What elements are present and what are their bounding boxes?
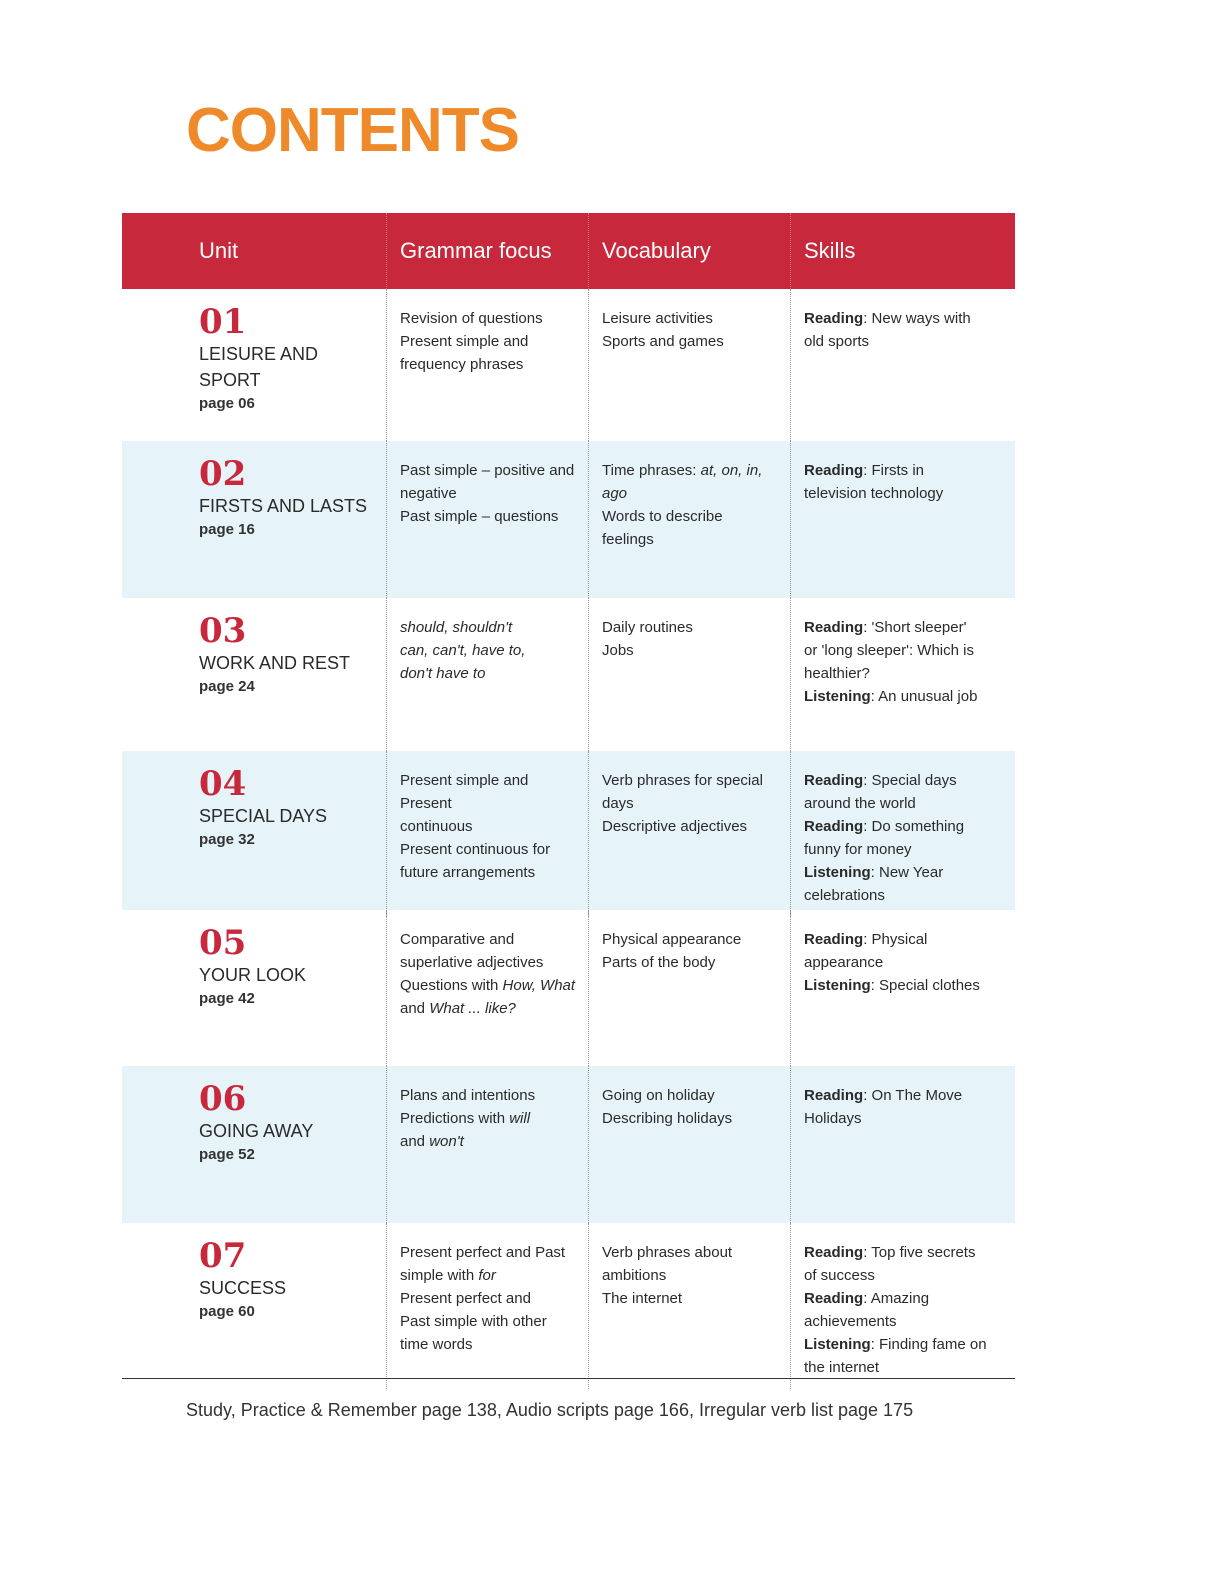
skills-line: Reading: Physical [804,931,928,948]
header-vocabulary: Vocabulary [589,213,791,289]
skills-line: appearance [804,954,884,971]
vocab-line: Parts of the body [602,954,716,971]
grammar-line: superlative adjectives [400,954,544,971]
unit-row [122,1223,1015,1380]
grammar-cell [387,289,589,441]
unit-page-link: page 52 [199,1146,255,1163]
skill-type-label: Reading [804,818,864,835]
grammar-line: Present simple and Present [400,772,529,812]
skill-type-label: Listening [804,688,871,705]
header-grammar-focus: Grammar focus [387,213,589,289]
unit-cell [122,598,387,751]
header-unit: Unit [122,213,387,289]
unit-page-link: page 42 [199,990,255,1007]
vocab-line: Descriptive adjectives [602,818,748,835]
grammar-line: future arrangements [400,864,536,881]
grammar-line: and What ... like? [400,1000,516,1017]
skills-cell [791,1223,1015,1389]
skills-line: Reading: Do something [804,818,965,835]
page-title: CONTENTS [186,96,519,165]
skills-line: healthier? [804,665,870,682]
skills-line: Listening: Special clothes [804,977,980,994]
grammar-line: frequency phrases [400,356,524,373]
unit-number: 07 [199,1236,247,1276]
skill-type-label: Reading [804,772,864,789]
unit-row [122,441,1015,598]
skill-type-label: Reading [804,462,864,479]
grammar-line: Past simple – positive and [400,462,575,479]
grammar-line: Past simple with other [400,1313,547,1330]
skills-cell [791,910,1015,1066]
grammar-cell [387,751,589,917]
unit-cell [122,1066,387,1223]
unit-row [122,751,1015,910]
grammar-line: Comparative and [400,931,515,948]
table-body [122,289,1015,1380]
unit-cell [122,910,387,1066]
skills-cell [791,751,1015,917]
grammar-line: Present simple and [400,333,529,350]
grammar-line: Plans and intentions [400,1087,536,1104]
unit-row [122,910,1015,1066]
unit-row [122,1066,1015,1223]
skills-line: old sports [804,333,870,350]
grammar-line: continuous [400,818,473,835]
grammar-line: and won't [400,1133,464,1150]
skills-line: Listening: An unusual job [804,688,978,705]
table-header [122,213,1015,289]
unit-name: WORK AND REST [199,653,351,673]
grammar-cell [387,1066,589,1223]
skill-type-label: Listening [804,977,871,994]
unit-name: SUCCESS [199,1278,287,1298]
grammar-line: don't have to [400,665,486,682]
unit-page-link: page 06 [199,395,255,412]
grammar-line: negative [400,485,457,502]
grammar-line: Past simple – questions [400,508,559,525]
skills-line: around the world [804,795,916,812]
vocab-line: Jobs [602,642,634,659]
grammar-cell [387,598,589,751]
skill-type-label: Reading [804,1244,864,1261]
vocab-line: ambitions [602,1267,667,1284]
skills-line: Holidays [804,1110,862,1127]
skills-line: celebrations [804,887,885,904]
unit-row [122,289,1015,441]
unit-page-link: page 16 [199,521,255,538]
skills-line: or 'long sleeper': Which is [804,642,974,659]
skills-line: Reading: On The Move [804,1087,963,1104]
grammar-line: can, can't, have to, [400,642,526,659]
skill-type-label: Listening [804,1336,871,1353]
vocabulary-cell [589,598,791,751]
skills-line: Listening: New Year [804,864,944,881]
unit-name: GOING AWAY [199,1121,314,1141]
unit-number: 02 [199,454,247,494]
skill-type-label: Reading [804,931,864,948]
vocab-line: Going on holiday [602,1087,715,1104]
footer-note: Study, Practice & Remember page 138, Audio scripts page 166, Irregular verb list page 175 [186,1400,914,1420]
skills-cell [791,441,1015,598]
unit-number: 03 [199,611,247,651]
vocab-line: The internet [602,1290,683,1307]
skill-type-label: Reading [804,1290,864,1307]
skills-line: of success [804,1267,875,1284]
grammar-line: Predictions with will [400,1110,531,1127]
bottom-rule [122,1378,1015,1379]
unit-page-link: page 60 [199,1303,255,1320]
skill-type-label: Reading [804,619,864,636]
vocabulary-cell [589,910,791,1066]
skill-type-label: Listening [804,864,871,881]
skills-line: funny for money [804,841,912,858]
skills-cell [791,1066,1015,1223]
grammar-line: Present perfect and [400,1290,531,1307]
skills-cell [791,598,1015,751]
skills-line: Listening: Finding fame on [804,1336,987,1353]
skills-line: achievements [804,1313,897,1330]
unit-name: FIRSTS AND LASTS [199,496,368,516]
vocab-line: Daily routines [602,619,693,636]
skills-line: Reading: Amazing [804,1290,930,1307]
contents-table [122,213,1015,1380]
skills-line: television technology [804,485,944,502]
grammar-line: Revision of questions [400,310,543,327]
unit-number: 05 [199,923,247,963]
vocab-line: Verb phrases for special [602,772,763,789]
grammar-cell [387,441,589,598]
skills-cell [791,289,1015,441]
unit-cell [122,1223,387,1389]
skill-type-label: Reading [804,1087,864,1104]
vocab-line: Sports and games [602,333,724,350]
unit-cell [122,441,387,598]
grammar-line: Questions with How, What [400,977,576,994]
vocabulary-cell [589,1223,791,1389]
vocab-line: days [602,795,634,812]
unit-page-link: page 24 [199,678,255,695]
unit-row [122,598,1015,751]
vocabulary-cell [589,1066,791,1223]
unit-name: SPECIAL DAYS [199,806,328,826]
vocabulary-cell [589,441,791,598]
grammar-cell [387,910,589,1066]
vocab-line: Time phrases: at, on, in, ago [602,462,763,502]
grammar-line: Present continuous for [400,841,551,858]
grammar-line: should, shouldn't [400,619,513,636]
grammar-line: Present perfect and Past [400,1244,566,1261]
grammar-line: time words [400,1336,473,1353]
skill-type-label: Reading [804,310,864,327]
grammar-cell [387,1223,589,1389]
vocabulary-cell [589,751,791,917]
skills-line: Reading: Special days [804,772,957,789]
vocabulary-cell [589,289,791,441]
unit-name: LEISURE AND SPORT [199,344,319,390]
skills-line: the internet [804,1359,880,1376]
unit-number: 06 [199,1079,247,1119]
skills-line: Reading: New ways with [804,310,971,327]
unit-number: 01 [199,302,247,342]
skills-line: Reading: 'Short sleeper' [804,619,967,636]
vocab-line: Physical appearance [602,931,742,948]
vocab-line: Verb phrases about [602,1244,733,1261]
header-skills: Skills [804,238,856,263]
unit-cell [122,289,387,441]
unit-page-link: page 32 [199,831,255,848]
grammar-line: simple with for [400,1267,496,1284]
skills-line: Reading: Top five secrets [804,1244,976,1261]
vocab-line: Describing holidays [602,1110,733,1127]
unit-number: 04 [199,764,247,804]
skills-line: Reading: Firsts in [804,462,925,479]
vocab-line: Leisure activities [602,310,713,327]
unit-name: YOUR LOOK [199,965,307,985]
unit-cell [122,751,387,917]
vocab-line: Words to describe feelings [602,508,723,548]
